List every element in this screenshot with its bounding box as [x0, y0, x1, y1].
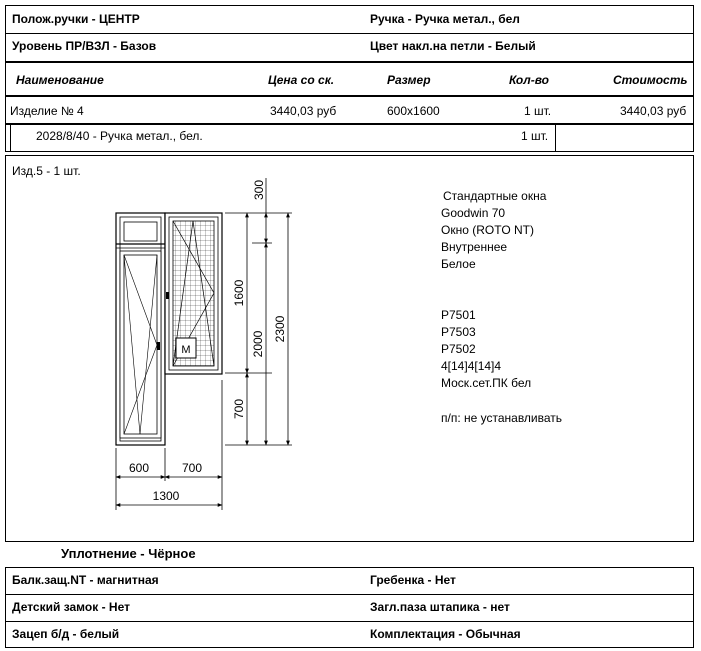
door-frame [116, 213, 165, 445]
col-price: Цена со ск. [268, 73, 335, 87]
item-price: 3440,03 руб [270, 104, 337, 118]
col-name: Наименование [16, 73, 104, 87]
spec-line-2: Goodwin 70 [441, 206, 506, 220]
item-size: 600x1600 [387, 104, 440, 118]
hinge-color-text: Цвет накл.на петли - Белый [370, 39, 536, 53]
dim-300: 300 [252, 179, 266, 201]
dim-2000: 2000 [251, 330, 265, 358]
footer-divider-2 [6, 621, 693, 622]
window-frame [165, 213, 222, 374]
spec-line-1: Стандартные окна [443, 189, 547, 203]
profile-line-2: P7503 [441, 325, 476, 339]
subitem-name: 2028/8/40 - Ручка метал., бел. [36, 129, 203, 143]
item-qty: 1 шт. [524, 104, 552, 118]
dim-700-vertical: 700 [232, 398, 246, 420]
col-total: Стоимость [613, 73, 688, 87]
handle-position-text: Полож.ручки - ЦЕНТР [12, 12, 140, 26]
plug-text: Загл.паза штапика - нет [370, 600, 510, 614]
dim-600: 600 [128, 461, 150, 475]
profile-line-1: P7501 [441, 308, 476, 322]
item-name: Изделие № 4 [10, 104, 84, 118]
drawing-title: Изд.5 - 1 шт. [12, 164, 81, 178]
mosquito-net-text: Моск.сет.ПК бел [441, 376, 532, 390]
footer-box [5, 567, 694, 648]
spec-line-3: Окно (ROTO NT) [441, 223, 534, 237]
latch-text: Зацеп б/д - белый [12, 627, 120, 641]
sill-note: п/п: не устанавливать [441, 411, 563, 425]
kit-text: Комплектация - Обычная [370, 627, 521, 641]
glass-formula: 4[14]4[14]4 [441, 359, 502, 373]
col-qty: Кол-во [509, 73, 549, 87]
subitem-qty: 1 шт. [521, 129, 549, 143]
balcony-lock-text: Балк.защ.NT - магнитная [12, 573, 159, 587]
item-total: 3440,03 руб [620, 104, 687, 118]
col-size: Размер [387, 73, 431, 87]
dim-700-horizontal: 700 [181, 461, 203, 475]
dim-2300: 2300 [273, 315, 287, 343]
dim-1600: 1600 [232, 279, 246, 307]
dim-1300: 1300 [152, 489, 180, 503]
spec-line-4: Внутреннее [441, 240, 508, 254]
level-text: Уровень ПР/ВЗЛ - Базов [12, 39, 157, 53]
seal-text: Уплотнение - Чёрное [61, 546, 196, 561]
spec-line-5: Белое [441, 257, 476, 271]
profile-line-3: P7502 [441, 342, 476, 356]
footer-divider-1 [6, 594, 693, 595]
handle-text: Ручка - Ручка метал., бел [370, 12, 520, 26]
child-lock-text: Детский замок - Нет [12, 600, 130, 614]
mosquito-label: М [181, 344, 191, 356]
comb-text: Гребенка - Нет [370, 573, 456, 587]
